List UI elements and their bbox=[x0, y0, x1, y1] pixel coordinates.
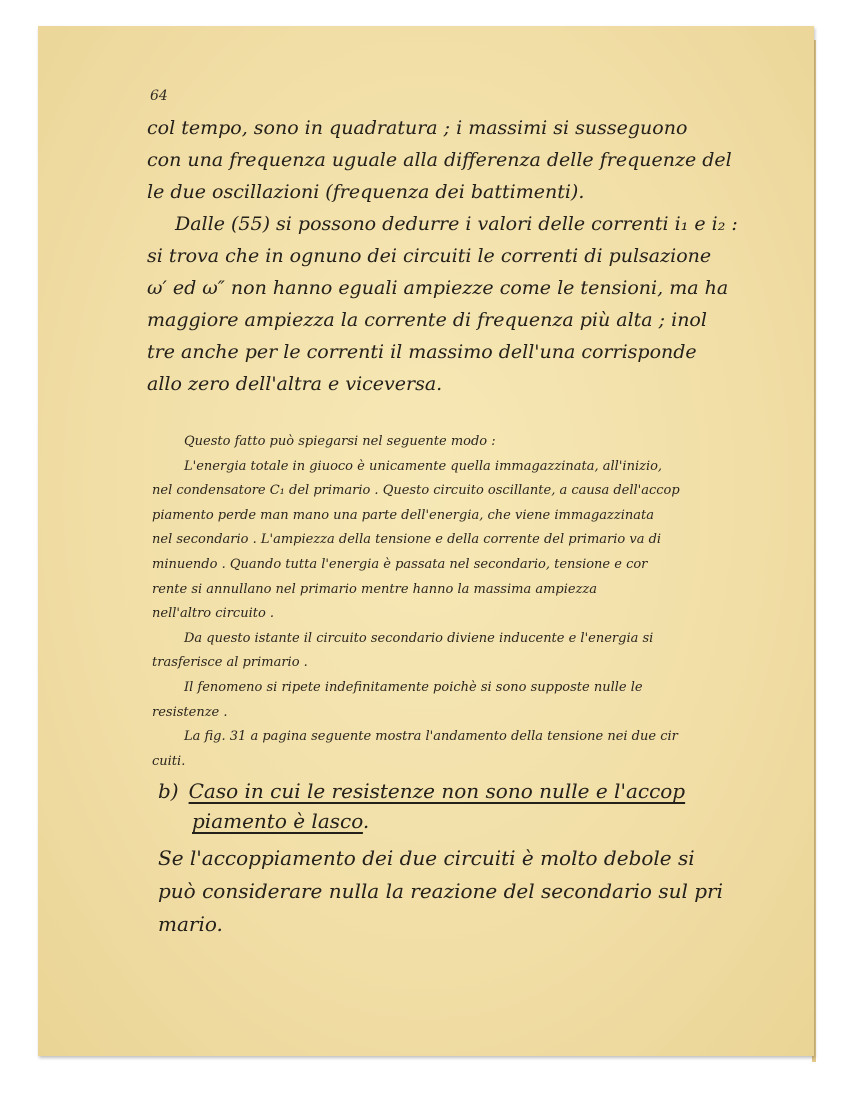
section-letter: b) bbox=[158, 779, 179, 803]
main-text bbox=[147, 112, 787, 400]
text-line: Dalle (55) si possono dedurre i valori delle correnti i₁ e i₂ : bbox=[175, 213, 738, 235]
note-line: resistenze . bbox=[152, 704, 228, 720]
note-line: La fig. 31 a pagina seguente mostra l'andamento della tensione nei due cir bbox=[184, 729, 678, 745]
text-line: si trova che in ognuno dei circuiti le correnti di pulsazione bbox=[147, 245, 712, 267]
section-heading bbox=[158, 776, 798, 836]
page-number: 64 bbox=[150, 88, 168, 104]
text-line: con una frequenza uguale alla differenza delle frequenze del bbox=[147, 149, 732, 171]
note-line: piamento perde man mano una parte dell'energia, che viene immagazzinata bbox=[152, 507, 654, 523]
text-line: Se l'accoppiamento dei due circuiti è molto debole si bbox=[158, 846, 695, 870]
text-line: tre anche per le correnti il massimo dell'una corrisponde bbox=[147, 341, 697, 363]
note-line: rente si annullano nel primario mentre hanno la massima ampiezza bbox=[152, 581, 598, 597]
note-line: Questo fatto può spiegarsi nel seguente modo : bbox=[184, 434, 496, 449]
text-line: può considerare nulla la reazione del secondario sul pri bbox=[158, 879, 723, 903]
note-line: minuendo . Quando tutta l'energia è passata nel secondario, tensione e cor bbox=[152, 556, 648, 572]
note-line: Il fenomeno si ripete indefinitamente poichè si sono supposte nulle le bbox=[184, 679, 643, 695]
text-line: ω′ ed ω″ non hanno eguali ampiezze come le tensioni, ma ha bbox=[147, 277, 729, 299]
text-line: allo zero dell'altra e viceversa. bbox=[147, 373, 443, 395]
note-line: cuiti. bbox=[152, 753, 186, 769]
closing-paragraph bbox=[148, 842, 788, 941]
paragraph-2 bbox=[147, 208, 787, 400]
paragraph-1 bbox=[147, 112, 787, 208]
note-line: L'energia totale in giuoco è unicamente quella immagazzinata, all'inizio, bbox=[184, 458, 663, 474]
text-line: mario. bbox=[158, 912, 223, 936]
text-line: maggiore ampiezza la corrente di frequenza più alta ; inol bbox=[147, 309, 707, 331]
section-title-end: . bbox=[362, 809, 370, 833]
section-title-line-1: Caso in cui le resistenze non sono nulle e l'accop bbox=[188, 779, 686, 803]
note-line: Da questo istante il circuito secondario diviene inducente e l'energia si bbox=[184, 630, 654, 646]
note-line: nell'altro circuito . bbox=[152, 606, 275, 622]
note-line: nel condensatore C₁ del primario . Questo circuito oscillante, a causa dell'accop bbox=[152, 483, 680, 499]
note-line: nel secondario . L'ampiezza della tensione e della corrente del primario va di bbox=[152, 532, 662, 548]
note-line: trasferisce al primario . bbox=[152, 655, 308, 671]
text-line: le due oscillazioni (frequenza dei battimenti). bbox=[147, 181, 585, 203]
section-title-line-2: piamento è lasco bbox=[192, 809, 363, 833]
text-line: col tempo, sono in quadratura ; i massimi si susseguono bbox=[147, 117, 688, 139]
note-block bbox=[152, 430, 777, 774]
